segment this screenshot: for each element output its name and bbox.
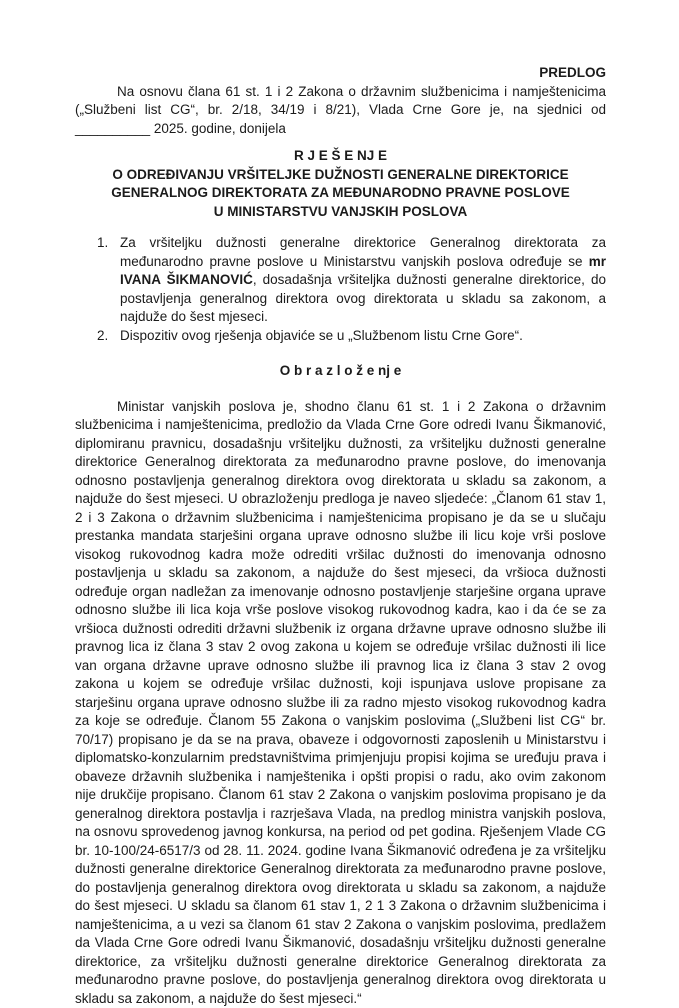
list-item: [97, 234, 606, 327]
decision-title-line-2: GENERALNOG DIREKTORATA ZA MEĐUNARODNO PRAVNE POSLOVE: [75, 184, 606, 203]
list-item-text: [120, 234, 606, 327]
intro-paragraph: Na osnovu člana 61 st. 1 i 2 Zakona o državnim službenicima i namještenicima („Službeni list CG“, br. 2/18, 34/19 i 8/21), Vlada Crne Gore je, na sjednici od __________ 2025. godine, donijela: [75, 83, 606, 139]
list-item-text-part: , dosadašnja vršiteljka dužnosti generalne direktorice, do postavljenja generalnog direktora ovog direktorata u skladu sa zakonom, a najduže do šest mjeseci.: [120, 272, 606, 324]
list-item: [97, 327, 606, 346]
list-item-number: 1.: [97, 234, 120, 253]
document-tag: PREDLOG: [75, 64, 606, 83]
explanation-paragraph: Ministar vanjskih poslova je, shodno članu 61 st. 1 i 2 Zakona o državnim službenicima i namještenicima, predložio da Vlada Crne Gore odredi Ivanu Šikmanović, diplomiranu pravnicu, dosadašnju vršiteljku dužnosti, za vršiteljku dužnosti generalne direktorice Generalnog direktorata za međunarodno pravne poslove, do imenovanja odnosno postavljenja generalnog direktora ovog direktorata u skladu sa zakonom, a najduže do šest mjeseci. U obrazloženju predloga je naveo sljedeće: „Članom 61 stav 1, 2 i 3 Zakona o državnim službenicima i namještenicima propisano je da se u slučaju prestanka mandata starješini organa uprave odnosno službe ili licu koje vrši poslove visokog rukovodnog kadra može odrediti vršilac dužnosti do imenovanja odnosno postavljenja u skladu sa zakonom, a najduže do šest mjeseci, da vršioca dužnosti određuje organ nadležan za imenovanje odnosno postavljenje starješine organa uprave odnosno službe ili lica koja vrše poslove visokog rukovodnog kadra, kao i da će se za vršioca dužnosti odrediti državni službenik iz organa državne uprave odnosno službe ili pravnog lica iz člana 3 stav 2 ovog zakona u kojem se određuje vršilac dužnosti ili lice van organa državne uprave odnosno službe ili pravnog lica iz člana 3 stav 2 ovog zakona u kojem se određuje vršilac dužnosti, koji ispunjava uslove propisane za starješinu organa uprave odnosno službe ili za radno mjesto visokog rukovodnog kadra za koje se određuje. Članom 55 Zakona o vanjskim poslovima („Službeni list CG“ br. 70/17) propisano je da se na prava, obaveze i odgovornosti zaposlenih u Ministarstvu i diplomatsko-konzularnim predstavništvima primjenjuju propisi kojima se uređuju prava i obaveze državnih službenika i namještenika i opšti propisi o radu, ako ovim zakonom nije drukčije propisano. Članom 61 stav 2 Zakona o vanjskim poslovima propisano je da generalnog direktora postavlja i razrješava Vlada, na predlog ministra vanjskih poslova, na osnovu sprovedenog javnog konkursa, na period od pet godina. Rješenjem Vlade CG br. 10-100/24-6517/3 od 28. 11. 2024. godine Ivana Šikmanović određena je za vršiteljku dužnosti generalne direktorice Generalnog direktorata za međunarodno pravne poslove, do postavljenja generalnog direktora ovog direktorata u skladu sa zakonom, a najduže do šest mjeseci. U skladu sa članom 61 stav 1, 2 1 3 Zakona o državnim službenicima i namještenicima, a u vezi sa članom 61 stav 2 Zakona o vanjskim poslovima, predlažem da Vlada Crne Gore odredi Ivanu Šikmanović, dosadašnju vršiteljku dužnosti generalne direktorice, za vršiteljku dužnosti generalne direktorice Generalnog direktorata za međunarodno pravne poslove, do postavljenja generalnog direktora ovog direktorata u skladu sa zakonom, a najduže do šest mjeseci.“: [75, 398, 606, 1008]
decision-items-list: [75, 234, 606, 345]
explanation-heading: O b r a z l o ž e nj e: [75, 362, 606, 381]
appointee-name: mr IVANA ŠIKMANOVIĆ: [120, 254, 606, 288]
decision-title-line-3: U MINISTARSTVU VANJSKIH POSLOVA: [75, 203, 606, 222]
list-item-number: 2.: [97, 327, 120, 346]
list-item-text-part: Za vršiteljku dužnosti generalne direktorice Generalnog direktorata za međunarodno pravne poslove u Ministarstvu vanjskih poslova određuje se: [120, 235, 606, 269]
list-item-text: [120, 327, 606, 346]
decision-title-line-1: O ODREĐIVANJU VRŠITELJKE DUŽNOSTI GENERALNE DIREKTORICE: [75, 166, 606, 185]
list-item-text-part: Dispozitiv ovog rješenja objaviće se u „Službenom listu Crne Gore“.: [120, 328, 523, 343]
decision-heading: R J E Š E NJ E: [75, 147, 606, 166]
